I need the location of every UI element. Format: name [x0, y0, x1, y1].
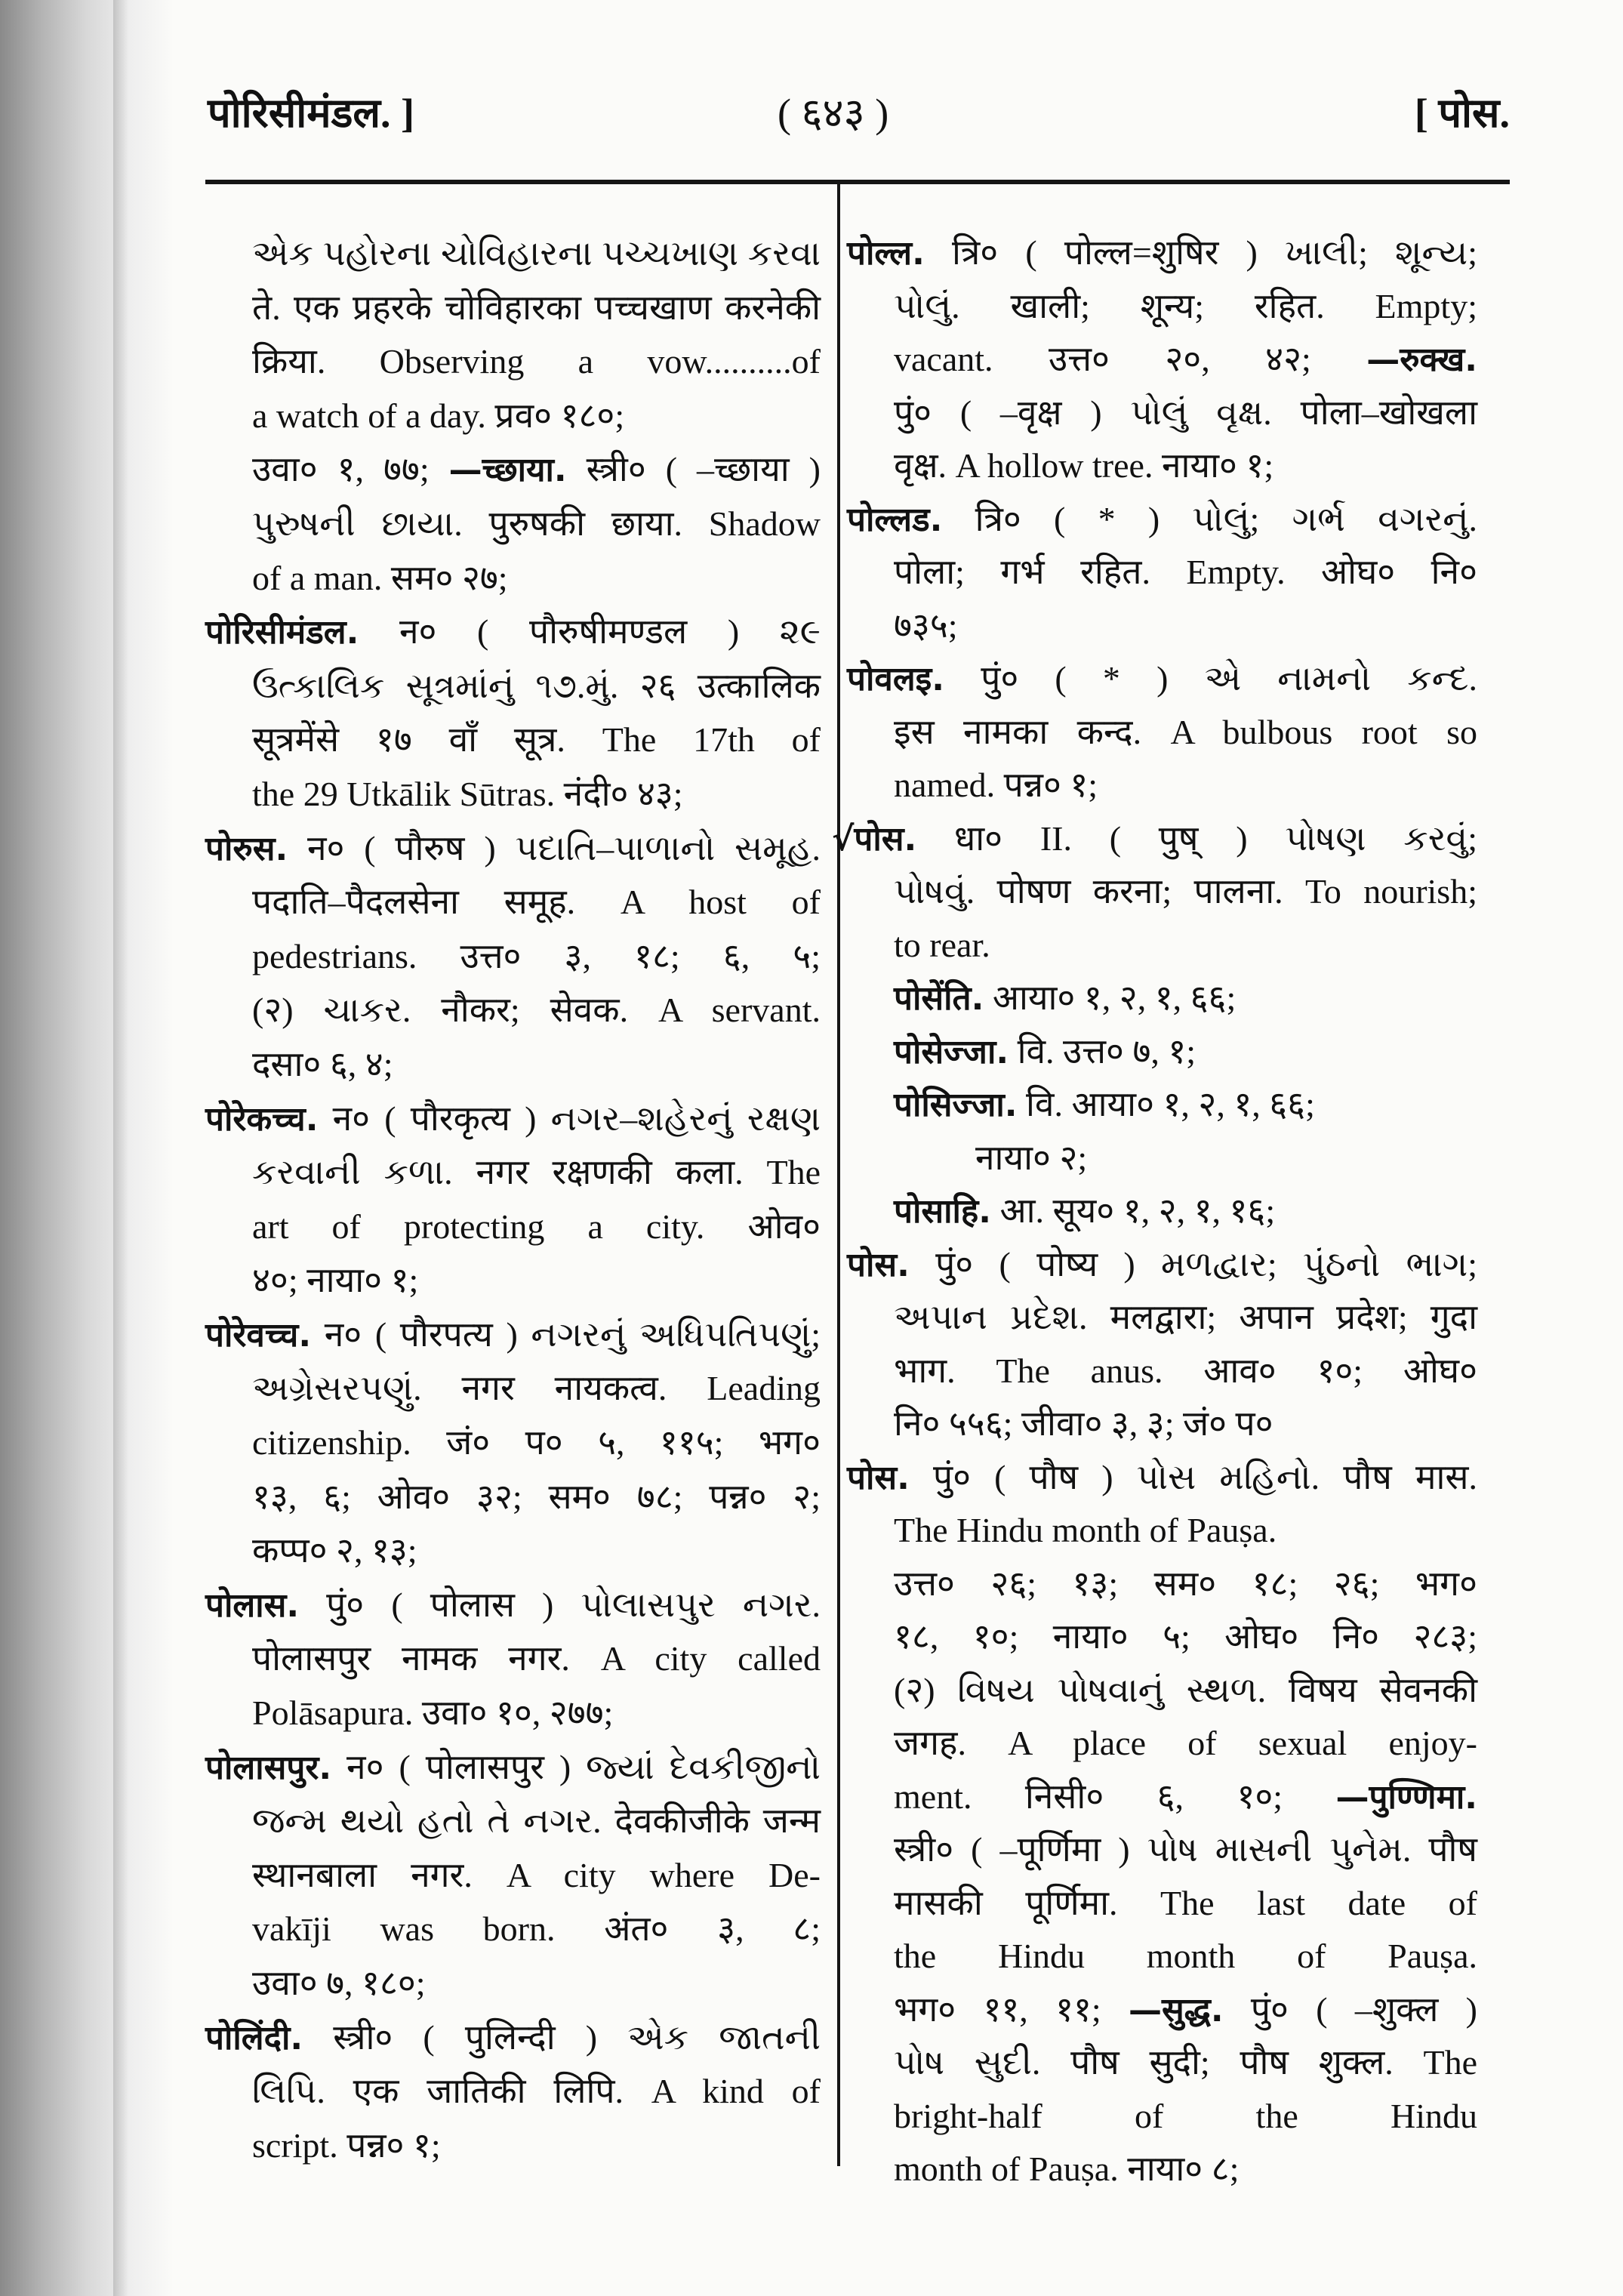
entry-text: of a man. सम० २७;: [252, 558, 508, 597]
entry-line: [252, 983, 821, 1037]
headword: —रुक्ख.: [1366, 341, 1477, 379]
entry-line: [252, 1632, 821, 1686]
entry-text: नि० ५५६; जीवा० ३, ३; जं० प०: [894, 1404, 1273, 1443]
headword: —च्छाया.: [448, 451, 567, 490]
entry-headline: [205, 1308, 821, 1362]
entry-line: [252, 1902, 821, 1956]
headword: पोलिंदी.: [205, 2018, 303, 2057]
entry-text: पुं० ( * ) એ નામનો કન્દ.: [944, 659, 1477, 698]
headword: पोसाहि.: [894, 1192, 992, 1231]
entry-line: [252, 1848, 821, 1903]
column-divider: [837, 184, 840, 2166]
header-right-guideword: [ पोस.: [1414, 91, 1510, 136]
entry-text: ment. निसी० ६, १०;: [894, 1777, 1336, 1816]
entry-text: त्रि० ( * ) પોલું; ગર્ભ વગરનું.: [942, 499, 1477, 538]
entry-text: क्रिया. Observing a vow..........of: [252, 342, 821, 381]
entry-line: [894, 2143, 1477, 2196]
entry-headline: [847, 493, 1477, 547]
entry-line: [252, 227, 821, 281]
entry-text: पोला; गर्भ रहित. Empty. ओघ० नि०: [894, 553, 1477, 591]
entry-line: [894, 1771, 1477, 1824]
entry-line: [252, 767, 821, 821]
entry-text: જન્મ થયો હતો તે નગર. देवकीजीके जन्म: [252, 1801, 821, 1841]
header-rule: [205, 180, 1510, 184]
entry-text: पोलासपुर नामक नगर. A city called: [252, 1639, 821, 1678]
entry-line: [894, 1078, 1477, 1132]
entry-line: [252, 659, 821, 713]
entry-text: named. पन्न० १;: [894, 766, 1098, 804]
entry-text: (२) ચાકર. नौकर; सेवक. A servant.: [252, 991, 821, 1030]
headword: पोलास.: [205, 1586, 300, 1625]
entry-text: मासकी पूर्णिमा. The last date of: [894, 1883, 1477, 1922]
headword: पोलासपुर.: [205, 1748, 332, 1787]
entry-line: [252, 875, 821, 929]
entry-text: પોલું. खाली; शून्य; रहित. Empty;: [894, 286, 1477, 325]
entry-line: [252, 2119, 821, 2173]
entry-text: वि. उत्त० ७, १;: [1009, 1031, 1196, 1071]
entry-line: [252, 1524, 821, 1578]
headword: पोल्लड.: [847, 500, 943, 539]
entry-line: [252, 1037, 821, 1092]
entry-line: [894, 546, 1477, 599]
entry-line: [252, 389, 821, 443]
headword: पोरेकच्च.: [205, 1099, 319, 1139]
headword: पोसेज्जा.: [894, 1032, 1009, 1071]
entry-text: पुं० ( –वृक्ष ) પોલું વૃક્ષ. पोला–खोखला: [894, 393, 1477, 432]
entry-text: पुं० ( पोष्य ) મળદ્વાર; પુંઠનો ભાગ;: [909, 1244, 1477, 1284]
right-column: [832, 227, 1477, 2196]
entry-headline: [847, 1451, 1477, 1505]
entry-line: [252, 1686, 821, 1740]
headword: पोसिज्जा.: [894, 1086, 1018, 1124]
entry-text: to rear.: [894, 925, 990, 964]
entry-text: नाया० २;: [975, 1138, 1088, 1177]
entry-line: [252, 713, 821, 767]
entry-text: जगह. A place of sexual enjoy-: [894, 1724, 1477, 1762]
entry-text: પોષ સુદી. पौष सुदी; पौष शुक्ल. The: [894, 2043, 1477, 2082]
entry-text: vakīji was born. अंत० ३, ८;: [252, 1909, 821, 1949]
entry-line: [894, 1983, 1477, 2037]
entry-headline: [832, 812, 1477, 866]
entry-text: न० ( पौरकृत्य ) નગર–શહેરનું રક્ષણ: [318, 1099, 821, 1138]
entry-text: a watch of a day. प्रव० १८०;: [252, 396, 625, 435]
entry-line: [894, 1930, 1477, 1983]
entry-headline: [205, 605, 821, 659]
entry-text: ते. एक प्रहरके चोविहारका पच्चखाण करनेकी: [252, 288, 821, 327]
entry-text: લિપિ. एक जातिकी लिपि. A kind of: [252, 2072, 821, 2111]
entry-text: ४०; नाया० १;: [252, 1261, 419, 1300]
entry-line: [894, 1025, 1477, 1079]
book-gutter: [113, 0, 128, 2296]
headword: —पुण्णिमा.: [1335, 1777, 1477, 1817]
entry-text: ઉત્કાલિક સૂત્રમાંનું ૧૭.મું. २६ उत्कालिक: [252, 666, 821, 705]
entry-headline: [205, 2011, 821, 2065]
entry-line: [252, 442, 821, 497]
entry-text: आ. सूय० १, २, १, १६;: [991, 1191, 1276, 1230]
entry-line: [894, 865, 1477, 919]
entry-text: सूत्रमेंसे १७ वाँ सूत्र. The 17th of: [252, 720, 821, 760]
entry-line: [975, 1132, 1477, 1185]
entry-line: [252, 1956, 821, 2011]
scan-edge-shadow: [0, 0, 174, 2296]
entry-text: the Hindu month of Pauṣa.: [894, 1937, 1477, 1975]
entry-text: vacant. उत्त० २०, ४२;: [894, 340, 1367, 378]
entry-line: [894, 1558, 1477, 1611]
entry-headline: [847, 652, 1477, 706]
entry-line: [894, 333, 1477, 387]
headword: पोल्ल.: [847, 234, 925, 273]
entry-headline: [205, 1578, 821, 1632]
entry-text: કરવાની કળા. नगर रक्षणकी कला. The: [252, 1153, 821, 1192]
entry-text: bright-half of the Hindu: [894, 2096, 1477, 2135]
entry-text: वृक्ष. A hollow tree. नाया० १;: [894, 446, 1274, 485]
entry-line: [252, 1253, 821, 1308]
entry-line: [252, 1361, 821, 1416]
entry-line: [894, 280, 1477, 334]
entry-text: पुं० ( –शुक्ल ): [1223, 1989, 1477, 2029]
entry-line: [894, 706, 1477, 760]
entry-line: [252, 281, 821, 335]
entry-text: પોષવું. पोषण करना; पालना. To nourish;: [894, 872, 1477, 911]
entry-line: [894, 759, 1477, 812]
entry-line: [894, 439, 1477, 493]
entry-line: [894, 2036, 1477, 2090]
entry-line: [252, 1200, 821, 1254]
entry-text: स्त्री० ( –च्छाया ): [566, 450, 821, 489]
header-left-guideword: पोरिसीमंडल. ]: [208, 91, 414, 136]
entry-text: The Hindu month of Pauṣa.: [894, 1511, 1277, 1549]
entry-text: અપાન પ્રદેશ. मलद्वारा; अपान प्रदेश; गुदा: [894, 1298, 1477, 1336]
entry-line: [894, 1345, 1477, 1398]
entry-text: અગ્રેસરપણું. नगर नायकत्व. Leading: [252, 1369, 821, 1408]
entry-text: (२) વિષય પોષવાનું સ્થળ. विषय सेवनकी: [894, 1670, 1477, 1709]
entry-line: [894, 1504, 1477, 1558]
entry-line: [894, 1185, 1477, 1238]
entry-line: [252, 551, 821, 606]
entry-headline: [205, 1740, 821, 1795]
entry-text: उवा० १, ७७;: [252, 450, 449, 489]
entry-text: न० ( पौरुष ) પદાતિ–પાળાનો સમૂહ.: [288, 828, 821, 868]
entry-headline: [205, 1092, 821, 1146]
entry-text: भाग. The anus. आव० १०; ओघ०: [894, 1351, 1477, 1390]
entry-line: [252, 1470, 821, 1524]
entry-text: दसा० ६, ४;: [252, 1044, 393, 1083]
entry-text: वि. आया० १, २, १, ६६;: [1017, 1085, 1315, 1123]
entry-line: [894, 1717, 1477, 1771]
entry-text: कप्प० २, १३;: [252, 1531, 417, 1570]
entry-text: न० ( पौरपत्य ) નગરનું અધિપતિપણું;: [311, 1314, 821, 1354]
entry-text: १३, ६; ओव० ३२; सम० ७८; पन्न० २;: [252, 1477, 821, 1516]
headword: पोरिसीमंडल.: [205, 613, 359, 652]
entry-line: [894, 1823, 1477, 1877]
entry-text: art of protecting a city. ओव०: [252, 1207, 821, 1246]
entry-text: month of Pauṣa. नाया० ८;: [894, 2150, 1240, 2188]
entry-line: [252, 1145, 821, 1200]
entry-text: pedestrians. उत्त० ३, १८; ६, ५;: [252, 936, 821, 975]
entry-line: [894, 2090, 1477, 2143]
entry-line: [894, 1291, 1477, 1345]
entry-text: पदाति–पैदलसेना समूह. A host of: [252, 883, 821, 922]
entry-line: [252, 1416, 821, 1470]
entry-text: न० ( पौरुषीमण्डल ) ૨૯: [359, 612, 821, 652]
headword: पोवलइ.: [847, 660, 945, 698]
entry-text: script. पन्न० १;: [252, 2125, 441, 2165]
entry-text: पुं० ( पोलास ) પોલાસપુર નગર.: [299, 1585, 821, 1624]
entry-line: [252, 497, 821, 551]
entry-line: [252, 1794, 821, 1848]
entry-text: उवा० ७, १८०;: [252, 1964, 426, 2002]
entry-headline: [847, 1238, 1477, 1292]
entry-text: स्थानबाला नगर. A city where De-: [252, 1855, 821, 1894]
entry-line: [894, 1610, 1477, 1664]
entry-text: उत्त० २६; १३; सम० १८; २६; भग०: [894, 1564, 1477, 1603]
headword: पोसेंति.: [894, 979, 984, 1018]
headword: पोस.: [847, 1245, 910, 1284]
entry-line: [894, 387, 1477, 440]
entry-text: પુરુષની છાયા. पुरुषकी छाया. Shadow: [252, 504, 821, 543]
left-column: [205, 227, 821, 2172]
entry-line: [252, 334, 821, 389]
entry-line: [894, 919, 1477, 972]
entry-text: the 29 Utkālik Sūtras. नंदी० ४३;: [252, 774, 683, 813]
entry-line: [252, 2064, 821, 2119]
page-number: ( ६४३ ): [778, 91, 889, 136]
entry-text: भग० ११, ११;: [894, 1989, 1129, 2029]
entry-text: न० ( पोलासपुर ) જ્યાં દેવકીજીનો: [331, 1747, 821, 1786]
entry-line: [894, 1664, 1477, 1718]
entry-text: त्रि० ( पोल्ल=शुषिर ) ખાલી; શૂન્ય;: [924, 233, 1477, 272]
entry-headline: [205, 821, 821, 876]
headword: पोरेवच्च.: [205, 1315, 312, 1354]
entry-line: [894, 599, 1477, 653]
entry-line: [252, 929, 821, 984]
entry-headline: [847, 227, 1477, 280]
entry-text: ७३५;: [894, 606, 958, 645]
entry-text: स्त्री० ( पुलिन्दी ) એક જાતની: [303, 2017, 821, 2057]
headword: √पोस.: [832, 819, 917, 858]
entry-text: Polāsapura. उवा० १०, २७७;: [252, 1693, 614, 1733]
entry-text: १८, १०; नाया० ५; ओघ० नि० २८३;: [894, 1617, 1477, 1656]
entry-text: पुं० ( पौष ) પોસ મહિનો. पौष मास.: [909, 1457, 1477, 1496]
entry-text: इस नामका कन्द. A bulbous root so: [894, 712, 1477, 751]
entry-line: [894, 972, 1477, 1025]
entry-line: [894, 1877, 1477, 1931]
entry-text: એક પહોરના ચોવિહારના પચ્ચખાણ કરવા: [252, 234, 821, 273]
entry-text: आया० १, २, १, ६६;: [984, 978, 1236, 1017]
headword: —सुद्ध.: [1128, 1990, 1224, 2029]
entry-text: स्त्री० ( –पूर्णिमा ) પોષ માસની પુનેમ. पौष: [894, 1830, 1477, 1869]
entry-text: धा० II. ( पुष् ) પોષણ કરવું;: [916, 818, 1477, 858]
headword: पोस.: [847, 1458, 910, 1497]
entry-line: [894, 1398, 1477, 1451]
entry-text: citizenship. जं० प० ५, ११५; भग०: [252, 1423, 821, 1462]
headword: पोरुस.: [205, 829, 288, 868]
